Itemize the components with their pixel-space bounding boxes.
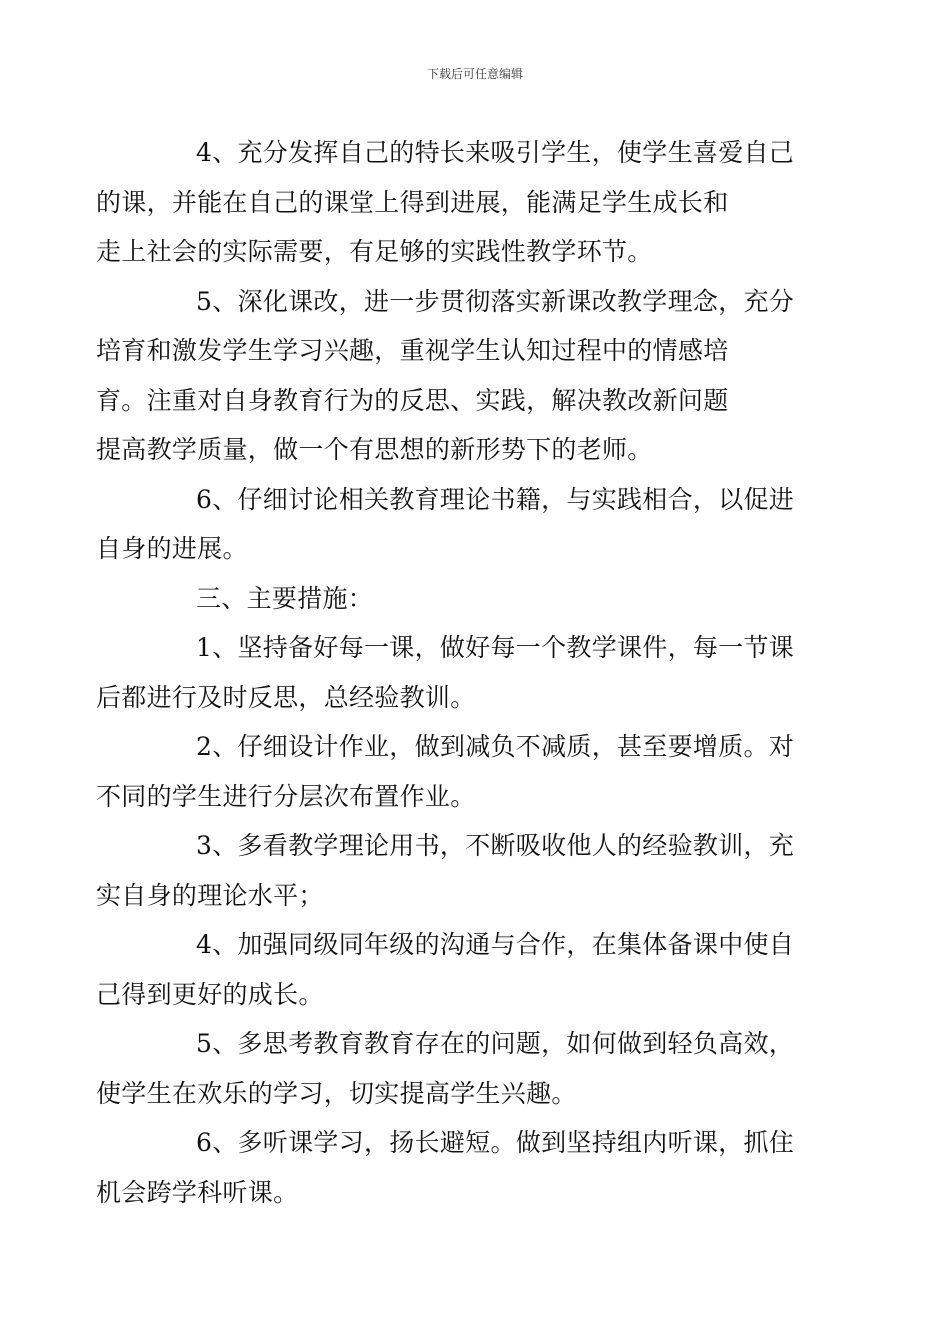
paragraph-8 (96, 920, 808, 1019)
paragraph-1 (96, 128, 808, 277)
paragraph-7 (96, 821, 808, 920)
paragraph-line: 6、仔细讨论相关教育理论书籍，与实践相合，以促进 (196, 484, 795, 514)
paragraph-line: 走上社会的实际需要，有足够的实践性教学环节。 (96, 237, 653, 266)
paragraph-line: 3、多看教学理论用书，不断吸收他人的经验教训，充 (196, 831, 795, 860)
paragraph-5 (96, 623, 808, 722)
paragraph-2 (96, 277, 808, 475)
paragraph-line: 4、加强同级同年级的沟通与合作，在集体备课中使自 (196, 930, 795, 959)
paragraph-line: 2、仔细设计作业，做到减负不减质，甚至要增质。对 (196, 732, 795, 761)
paragraph-line: 自身的进展。 (96, 534, 248, 563)
paragraph-line: 后都进行及时反思，总经验教训。 (96, 682, 476, 712)
paragraph-6 (96, 722, 808, 821)
paragraph-line: 实自身的理论水平； (96, 880, 324, 910)
paragraph-10 (96, 1118, 808, 1217)
paragraph-line: 5、深化课改，进一步贯彻落实新课改教学理念，充分 (196, 286, 795, 316)
paragraph-line: 己得到更好的成长。 (96, 979, 324, 1009)
heading-line: 三、主要措施： (196, 583, 374, 613)
paragraph-line: 育。注重对自身教育行为的反思、实践，解决教改新问题 (96, 385, 729, 415)
paragraph-line: 1、坚持备好每一课，做好每一个教学课件，每一节课 (196, 633, 795, 662)
section-heading (146, 574, 808, 624)
paragraph-line: 的课，并能在自己的课堂上得到进展，能满足学生成长和 (96, 187, 729, 217)
paragraph-line: 培育和激发学生学习兴趣，重视学生认知过程中的情感培 (96, 336, 729, 365)
paragraph-3 (96, 475, 808, 574)
page-header: 下载后可任意编辑 (426, 67, 523, 81)
paragraph-line: 6、多听课学习，扬长避短。做到坚持组内听课，抓住 (196, 1128, 795, 1157)
paragraph-line: 5、多思考教育教育存在的问题，如何做到轻负高效， (196, 1029, 795, 1058)
document-body (96, 128, 808, 1217)
paragraph-line: 使学生在欢乐的学习，切实提高学生兴趣。 (96, 1078, 577, 1108)
paragraph-9 (96, 1019, 808, 1118)
paragraph-line: 不同的学生进行分层次布置作业。 (96, 781, 476, 811)
paragraph-line: 提高教学质量，做一个有思想的新形势下的老师。 (96, 435, 653, 464)
paragraph-line: 4、充分发挥自己的特长来吸引学生，使学生喜爱自己 (196, 138, 795, 167)
paragraph-line: 机会跨学科听课。 (96, 1177, 299, 1207)
